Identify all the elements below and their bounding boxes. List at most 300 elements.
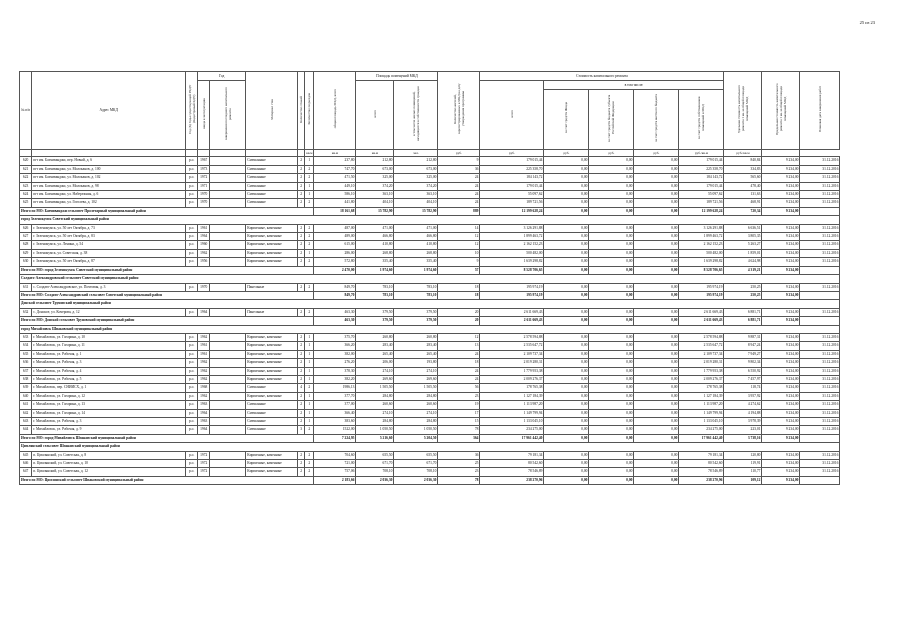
table-cell: 641 bbox=[20, 401, 32, 409]
table-cell: 31.12.2016 bbox=[800, 233, 840, 241]
table-cell: г. Михайловск, ул. Гагарина, д. 13 bbox=[32, 401, 186, 409]
col-area-private-header: в том числе жилых помещений, находящихся в собственности граждан bbox=[394, 81, 438, 150]
table-cell: 0,00 bbox=[544, 460, 589, 468]
table-cell: 0,00 bbox=[544, 199, 589, 207]
table-cell: 631 bbox=[20, 283, 32, 291]
table-cell: 708,10 bbox=[394, 468, 438, 476]
table-cell: 9 234,00 bbox=[762, 426, 800, 434]
table-cell: р.о. bbox=[186, 191, 198, 199]
table-cell: 178 765,38 bbox=[480, 384, 544, 392]
cost-group-header: Стоимость капитального ремонта bbox=[480, 72, 724, 81]
table-row bbox=[20, 367, 840, 375]
table-row bbox=[20, 258, 840, 266]
table-cell: 2 bbox=[305, 165, 314, 173]
table-cell: п. Цимлянский, ул. Советская, д. 10 bbox=[32, 460, 186, 468]
table-cell: 31.12.2016 bbox=[800, 258, 840, 266]
col-fund-header: за счет средств Фонда bbox=[544, 90, 589, 150]
subtotal-cell: 2 611 669,43 bbox=[480, 317, 544, 325]
table-cell: 0,00 bbox=[634, 249, 679, 257]
table-cell: 179 015,44 bbox=[480, 157, 544, 165]
table-cell: р.о. bbox=[186, 249, 198, 257]
empty-cell bbox=[800, 266, 840, 274]
table-cell: 1963 bbox=[198, 418, 210, 426]
unit-cell bbox=[246, 150, 298, 157]
subtotal-cell: 379,50 bbox=[356, 317, 394, 325]
table-cell: 489,00 bbox=[314, 233, 356, 241]
table-cell: 78 bbox=[438, 426, 480, 434]
table-cell: 2 bbox=[305, 426, 314, 434]
table-cell bbox=[210, 451, 246, 459]
table-cell: 0,00 bbox=[589, 426, 634, 434]
table-cell: 1962 bbox=[198, 333, 210, 341]
subtotal-row bbox=[20, 291, 840, 299]
table-cell: 9 234,00 bbox=[762, 283, 800, 291]
table-cell: р.о. bbox=[186, 283, 198, 291]
subtotal-cell: 5 204,50 bbox=[394, 434, 438, 442]
table-cell: 9 234,00 bbox=[762, 308, 800, 316]
table-cell: 212,80 bbox=[356, 157, 394, 165]
table-cell: Кирпичные, каменные bbox=[246, 359, 298, 367]
table-cell bbox=[210, 418, 246, 426]
table-cell: Кирпичные, каменные bbox=[246, 367, 298, 375]
table-cell: 2 bbox=[298, 392, 305, 400]
table-cell: 363,10 bbox=[394, 191, 438, 199]
table-cell: 0,00 bbox=[634, 426, 679, 434]
table-cell: 639 bbox=[20, 384, 32, 392]
table-cell bbox=[210, 182, 246, 190]
table-cell: 0,00 bbox=[544, 249, 589, 257]
table-cell: 0,00 bbox=[589, 182, 634, 190]
table-cell: р.о. bbox=[186, 392, 198, 400]
table-cell: 1961 bbox=[198, 350, 210, 358]
subtotal-cell: 364 bbox=[438, 434, 480, 442]
table-cell: 17 bbox=[438, 409, 480, 417]
table-cell: 2 009 276,37 bbox=[679, 375, 724, 383]
table-cell: 500 482,00 bbox=[480, 249, 544, 257]
table-cell: 179 015,44 bbox=[679, 157, 724, 165]
table-cell: 334,83 bbox=[724, 165, 762, 173]
table-cell: р.о. bbox=[186, 233, 198, 241]
table-cell: 655,50 bbox=[356, 451, 394, 459]
municipality-heading-row bbox=[20, 443, 840, 451]
table-cell: 2 162 152,23 bbox=[480, 241, 544, 249]
unit-cell: руб. bbox=[480, 150, 544, 157]
table-cell: 0,00 bbox=[544, 333, 589, 341]
table-cell: 2 bbox=[298, 468, 305, 476]
table-cell: Кирпичные, каменные bbox=[246, 249, 298, 257]
table-cell: 0,00 bbox=[544, 191, 589, 199]
table-cell: 2 009 276,37 bbox=[480, 375, 544, 383]
subtotal-cell: 9 234,00 bbox=[762, 266, 800, 274]
table-cell: 374,20 bbox=[394, 182, 438, 190]
table-cell: 31.12.2016 bbox=[800, 165, 840, 173]
table-cell: 383,60 bbox=[314, 418, 356, 426]
table-cell: 0,00 bbox=[589, 233, 634, 241]
table-cell: 634 bbox=[20, 342, 32, 350]
table-cell: 0,00 bbox=[544, 283, 589, 291]
table-cell: 379,50 bbox=[356, 308, 394, 316]
empty-cell bbox=[800, 476, 840, 484]
table-cell: 2 bbox=[305, 233, 314, 241]
table-cell: 2 bbox=[298, 157, 305, 165]
unit-cell: руб. bbox=[438, 150, 480, 157]
col-owners-header: за счет средств собственников помещений в МКД bbox=[679, 90, 724, 150]
table-cell: 2 bbox=[298, 241, 305, 249]
subtotal-cell: 17 961 442,40 bbox=[679, 434, 724, 442]
subtotal-cell: 0,00 bbox=[544, 434, 589, 442]
table-cell: 24 bbox=[438, 350, 480, 358]
table-cell: Панельные bbox=[246, 308, 298, 316]
table-cell: 178 765,38 bbox=[679, 384, 724, 392]
table-row bbox=[20, 460, 840, 468]
table-cell: 645 bbox=[20, 451, 32, 459]
table-cell: 0,00 bbox=[544, 224, 589, 232]
table-row bbox=[20, 350, 840, 358]
table-cell: Кирпичные, каменные bbox=[246, 233, 298, 241]
table-cell: 0,00 bbox=[634, 199, 679, 207]
table-cell: 0,00 bbox=[544, 157, 589, 165]
table-cell: р.о. bbox=[186, 174, 198, 182]
table-row bbox=[20, 384, 840, 392]
table-cell: 0,00 bbox=[589, 409, 634, 417]
table-cell: 1 bbox=[305, 367, 314, 375]
table-cell: 284,80 bbox=[356, 418, 394, 426]
table-cell: 500 482,00 bbox=[679, 249, 724, 257]
table-cell: 9 bbox=[438, 157, 480, 165]
table-cell: 0,00 bbox=[544, 409, 589, 417]
table-cell: 1 639 298,82 bbox=[679, 258, 724, 266]
table-cell: г. Зеленокумск, ул. Советская, д. 38 bbox=[32, 249, 186, 257]
subtotal-cell: 2 183,66 bbox=[314, 476, 356, 484]
table-cell: 1 639 298,82 bbox=[480, 258, 544, 266]
subtotal-cell: 0,00 bbox=[634, 476, 679, 484]
table-cell: 31.12.2016 bbox=[800, 468, 840, 476]
table-cell: 0,00 bbox=[634, 401, 679, 409]
subtotal-cell: 18 161,68 bbox=[314, 207, 356, 215]
table-cell: 31.12.2016 bbox=[800, 333, 840, 341]
table-cell: 0,00 bbox=[589, 157, 634, 165]
table-cell: 1 859,01 bbox=[724, 249, 762, 257]
table-cell: 0,00 bbox=[589, 451, 634, 459]
table-cell: пгт им. Бахчиванджи, ул. Набережная, д. 6 bbox=[32, 191, 186, 199]
table-cell: 1 050,50 bbox=[356, 426, 394, 434]
table-cell: Кирпичные, каменные bbox=[246, 241, 298, 249]
table-cell: 9 234,00 bbox=[762, 191, 800, 199]
subtotal-cell: 0,00 bbox=[634, 266, 679, 274]
table-row bbox=[20, 249, 840, 257]
table-cell: 0,00 bbox=[544, 359, 589, 367]
subtotal-cell: 195 974,19 bbox=[480, 291, 544, 299]
table-cell: 0,00 bbox=[634, 157, 679, 165]
table-cell: 624 bbox=[20, 191, 32, 199]
table-cell: Кирпичные, каменные bbox=[246, 460, 298, 468]
table-cell: 3 126 291,88 bbox=[679, 224, 724, 232]
table-cell: 0,00 bbox=[589, 468, 634, 476]
table-cell: 0,00 bbox=[544, 426, 589, 434]
table-cell: 20 bbox=[438, 308, 480, 316]
table-row bbox=[20, 157, 840, 165]
table-cell: 0,00 bbox=[544, 308, 589, 316]
col-subject-header: за счет средств бюджета субъекта Российской Федерации bbox=[589, 90, 634, 150]
table-cell: 2 bbox=[298, 165, 305, 173]
table-cell: 0,00 bbox=[589, 418, 634, 426]
table-cell: 223,01 bbox=[724, 426, 762, 434]
table-cell: 2 bbox=[298, 333, 305, 341]
table-cell: Кирпичные, каменные bbox=[246, 468, 298, 476]
table-cell: 0,00 bbox=[589, 375, 634, 383]
table-cell: 0,00 bbox=[634, 308, 679, 316]
table-cell: 36 bbox=[438, 165, 480, 173]
table-cell: с. Солдато-Александровское, ул. Почтовая, д. 3 bbox=[32, 283, 186, 291]
table-cell: 1962 bbox=[198, 367, 210, 375]
table-cell: 1964 bbox=[198, 426, 210, 434]
table-cell: 471,00 bbox=[356, 224, 394, 232]
table-cell: 274,10 bbox=[356, 409, 394, 417]
unit-cell: чел. bbox=[394, 150, 438, 157]
table-cell: 1 bbox=[305, 409, 314, 417]
table-cell: 615,00 bbox=[314, 241, 356, 249]
subtotal-cell: 15 782,90 bbox=[394, 207, 438, 215]
subtotal-cell: 2 611 669,43 bbox=[679, 317, 724, 325]
table-cell: 0,00 bbox=[634, 392, 679, 400]
table-cell: 5 263,27 bbox=[724, 241, 762, 249]
table-cell: 1960 bbox=[198, 241, 210, 249]
subtotal-cell: 0,00 bbox=[589, 291, 634, 299]
table-cell: 586,10 bbox=[314, 191, 356, 199]
table-cell: Смешанные bbox=[246, 199, 298, 207]
table-cell bbox=[210, 409, 246, 417]
table-cell: 0,00 bbox=[634, 283, 679, 291]
subtotal-cell: 0,00 bbox=[589, 434, 634, 442]
table-cell: 0,00 bbox=[634, 224, 679, 232]
table-cell: 1 bbox=[305, 182, 314, 190]
subtotal-cell: 18 bbox=[438, 291, 480, 299]
table-cell: 0,00 bbox=[589, 199, 634, 207]
table-cell: 1986,13 bbox=[314, 384, 356, 392]
subtotal-cell: 0,00 bbox=[634, 434, 679, 442]
unit-cell: руб./кв.м bbox=[679, 150, 724, 157]
table-cell: 1964 bbox=[198, 409, 210, 417]
table-cell: п. Цимлянский, ул. Советская, д. 8 bbox=[32, 451, 186, 459]
table-cell: 2 bbox=[298, 249, 305, 257]
table-cell: 647 bbox=[20, 468, 32, 476]
table-cell: 410,80 bbox=[394, 241, 438, 249]
subtotal-cell: 3 738,16 bbox=[724, 434, 762, 442]
table-cell: 377,70 bbox=[314, 392, 356, 400]
table-row bbox=[20, 283, 840, 291]
table-cell: 628 bbox=[20, 241, 32, 249]
table-cell: 2 bbox=[298, 375, 305, 383]
col-floors-header: Количество этажей bbox=[298, 72, 305, 150]
unit-cell bbox=[32, 150, 186, 157]
table-cell bbox=[210, 249, 246, 257]
table-cell: Смешанные bbox=[246, 191, 298, 199]
table-cell: Кирпичные, каменные bbox=[246, 451, 298, 459]
table-cell: г. Зеленокумск, ул. Ленина, д. 54 bbox=[32, 241, 186, 249]
table-cell: 1 050,50 bbox=[394, 426, 438, 434]
table-cell: г. Зеленокумск, ул. 50 лет Октября, д. 83 bbox=[32, 233, 186, 241]
table-cell: 0,00 bbox=[544, 174, 589, 182]
table-cell: 31.12.2016 bbox=[800, 241, 840, 249]
table-cell: 466,80 bbox=[394, 233, 438, 241]
table-cell: 633 bbox=[20, 333, 32, 341]
table-cell bbox=[210, 392, 246, 400]
table-cell: Кирпичные, каменные bbox=[246, 258, 298, 266]
table-cell: 2 bbox=[298, 224, 305, 232]
table-cell: 7 457,97 bbox=[724, 375, 762, 383]
table-cell: 1 bbox=[305, 157, 314, 165]
unit-cell: руб. bbox=[544, 150, 589, 157]
unit-cell bbox=[210, 150, 246, 157]
table-cell: 1963 bbox=[198, 401, 210, 409]
table-cell: 9 234,00 bbox=[762, 375, 800, 383]
table-row bbox=[20, 224, 840, 232]
table-cell: 0,00 bbox=[634, 191, 679, 199]
table-cell: 24 bbox=[438, 375, 480, 383]
subtotal-cell: 9 234,00 bbox=[762, 434, 800, 442]
table-cell: р.о. bbox=[186, 409, 198, 417]
subtotal-cell: 9 234,00 bbox=[762, 291, 800, 299]
table-cell: 0,00 bbox=[589, 384, 634, 392]
table-cell: Кирпичные, каменные bbox=[246, 333, 298, 341]
table-cell: 644 bbox=[20, 426, 32, 434]
table-cell: г. Михайловск, ул. Рабочая, д. 3 bbox=[32, 359, 186, 367]
incl-header: в том числе: bbox=[544, 81, 724, 90]
table-cell: 375,70 bbox=[314, 333, 356, 341]
table-row bbox=[20, 199, 840, 207]
table-cell: 118,74 bbox=[724, 384, 762, 392]
col-egrp-header: Год (Б) Годы существующей РКДУ (Кадастровый КДУ) bbox=[186, 72, 198, 150]
table-cell: 366,20 bbox=[314, 342, 356, 350]
table-cell: 9 234,00 bbox=[762, 165, 800, 173]
table-row bbox=[20, 468, 840, 476]
table-cell: р.о. bbox=[186, 426, 198, 434]
table-cell: 632 bbox=[20, 308, 32, 316]
municipality-heading: город Зеленокумск Советский муниципальный район bbox=[20, 216, 840, 224]
unit-cell bbox=[298, 150, 305, 157]
table-cell: 276,20 bbox=[314, 359, 356, 367]
subtotal-row bbox=[20, 266, 840, 274]
table-cell: 269,60 bbox=[394, 375, 438, 383]
table-cell: 0,00 bbox=[589, 392, 634, 400]
municipality-heading: Донской сельсовет Труновский муниципальный район bbox=[20, 300, 840, 308]
table-cell: 1962 bbox=[198, 249, 210, 257]
table-cell: 0,00 bbox=[589, 258, 634, 266]
table-cell: 31.12.2016 bbox=[800, 174, 840, 182]
table-cell: 355,40 bbox=[356, 258, 394, 266]
table-cell: 1 127 184,39 bbox=[679, 392, 724, 400]
table-cell: р.о. bbox=[186, 367, 198, 375]
table-row bbox=[20, 359, 840, 367]
table-cell: 1972 bbox=[198, 174, 210, 182]
table-cell: 2 019 280,31 bbox=[480, 359, 544, 367]
table-cell: р.о. bbox=[186, 375, 198, 383]
table-cell: 379,50 bbox=[394, 308, 438, 316]
col-local-header: за счет средств местного бюджета bbox=[634, 90, 679, 150]
table-cell: 626 bbox=[20, 224, 32, 232]
table-cell: 9 234,00 bbox=[762, 157, 800, 165]
table-cell: 2 bbox=[305, 258, 314, 266]
table-cell: 849,70 bbox=[314, 283, 356, 291]
table-cell: 721,00 bbox=[314, 460, 356, 468]
subtotal-cell: 9 234,00 bbox=[762, 476, 800, 484]
table-cell bbox=[210, 157, 246, 165]
unit-cell bbox=[198, 150, 210, 157]
table-cell: 0,00 bbox=[634, 367, 679, 375]
subtotal-cell: 2 036,30 bbox=[356, 476, 394, 484]
table-cell: 0,00 bbox=[589, 224, 634, 232]
table-cell: 0,00 bbox=[589, 367, 634, 375]
table-row bbox=[20, 426, 840, 434]
subtotal-label: Итого по МО: Солдато-Александровский сельсовет Советский муниципальный район bbox=[20, 291, 314, 299]
subtotal-row bbox=[20, 207, 840, 215]
unit-cell: руб./кв.м bbox=[724, 150, 762, 157]
table-cell: 1 bbox=[305, 375, 314, 383]
table-cell: 0,00 bbox=[634, 359, 679, 367]
table-cell: 0,00 bbox=[544, 401, 589, 409]
table-cell: 189 721,56 bbox=[679, 199, 724, 207]
table-cell: 0,00 bbox=[634, 182, 679, 190]
table-cell: 9 234,00 bbox=[762, 451, 800, 459]
subtotal-cell: 8 528 706,65 bbox=[480, 266, 544, 274]
subtotal-cell: 0,00 bbox=[589, 266, 634, 274]
table-cell: 78 546,89 bbox=[679, 468, 724, 476]
table-cell: р.о. bbox=[186, 333, 198, 341]
table-cell: 9 234,00 bbox=[762, 460, 800, 468]
subtotal-row bbox=[20, 476, 840, 484]
table-cell bbox=[210, 308, 246, 316]
subtotal-cell: 12 199 628,24 bbox=[480, 207, 544, 215]
table-cell: 1 bbox=[305, 359, 314, 367]
subtotal-cell: 379,50 bbox=[394, 317, 438, 325]
col-residents-header: Количество жителей, зарегистрированных в МКД на дату утверждения программы bbox=[438, 72, 480, 150]
table-cell bbox=[210, 468, 246, 476]
table-cell: 6 881,71 bbox=[724, 308, 762, 316]
table-cell: 0,00 bbox=[634, 350, 679, 358]
table-cell: 1 bbox=[305, 333, 314, 341]
table-cell: 31.12.2016 bbox=[800, 191, 840, 199]
table-cell: г. Михайловск, ул. Гагарина, д. 11 bbox=[32, 342, 186, 350]
table-cell: 184 143,72 bbox=[480, 174, 544, 182]
table-cell: г. Михайловск, ул. Рабочая, д. 4 bbox=[32, 367, 186, 375]
empty-cell bbox=[800, 317, 840, 325]
page-number: 25 из 23 bbox=[859, 20, 875, 25]
table-cell: 265,40 bbox=[356, 350, 394, 358]
table-cell: 1 113 987,20 bbox=[679, 401, 724, 409]
table-cell: 0,00 bbox=[589, 241, 634, 249]
table-cell: 2 bbox=[298, 199, 305, 207]
table-cell: 9 802,34 bbox=[724, 359, 762, 367]
table-cell: р.о. bbox=[186, 342, 198, 350]
table-cell: 1 bbox=[305, 342, 314, 350]
table-cell: 0,00 bbox=[634, 241, 679, 249]
table-cell: 0,00 bbox=[544, 418, 589, 426]
table-cell: 2 bbox=[305, 308, 314, 316]
table-cell bbox=[210, 342, 246, 350]
table-cell: р.о. bbox=[186, 451, 198, 459]
subtotal-cell: 238 270,96 bbox=[679, 476, 724, 484]
table-row bbox=[20, 308, 840, 316]
table-cell bbox=[210, 460, 246, 468]
table-cell: 12 bbox=[438, 333, 480, 341]
col-unit-cost-header: Удельная стоимость капитального ремонта 1 кв. м общей площади помещений МКД bbox=[724, 72, 762, 150]
table-cell bbox=[210, 241, 246, 249]
table-cell: 24 bbox=[438, 174, 480, 182]
table-cell: Смешанные bbox=[246, 165, 298, 173]
table-cell: 31.12.2016 bbox=[800, 426, 840, 434]
table-cell: 2 bbox=[298, 409, 305, 417]
table-cell: 189 721,56 bbox=[480, 199, 544, 207]
